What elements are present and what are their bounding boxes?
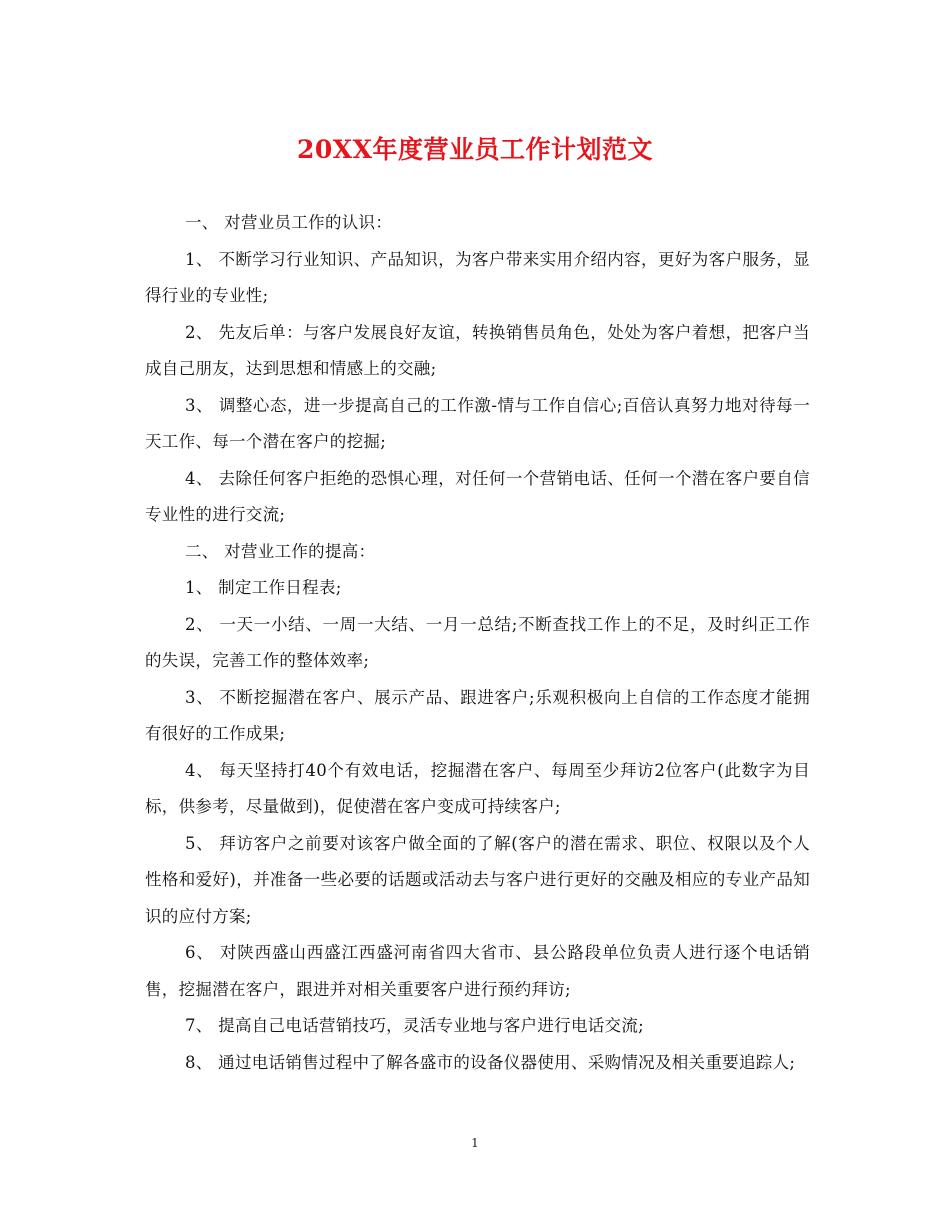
paragraph-item-2-6: 6、 对陕西盛山西盛江西盛河南省四大省市、县公路段单位负责人进行逐个电话销售，挖掘潜在客户，跟进并对相关重要客户进行预约拜访;: [145, 943, 810, 999]
paragraph-item-1-2: 2、 先友后单：与客户发展良好友谊，转换销售员角色，处处为客户着想，把客户当成自己朋友，达到思想和情感上的交融;: [145, 322, 810, 378]
paragraph-item-2-4: 4、 每天坚持打40个有效电话，挖掘潜在客户、每周至少拜访2位客户(此数字为目标，供参考，尽量做到)，促使潜在客户变成可持续客户;: [145, 760, 810, 816]
page-number: 1: [471, 1136, 479, 1150]
paragraph-item-2-3: 3、 不断挖掘潜在客户、展示产品、跟进客户;乐观积极向上自信的工作态度才能拥有很好的工作成果;: [145, 687, 810, 743]
document-body: [145, 205, 810, 1081]
section-heading-2: 二、 对营业工作的提高：: [185, 541, 376, 561]
document-title: 20XX年度营业员工作计划范文: [296, 135, 654, 164]
paragraph-item-2-2: 2、 一天一小结、一周一大结、一月一总结;不断查找工作上的不足，及时纠正工作的失误，完善工作的整体效率;: [145, 614, 810, 670]
section-heading-1: 一、 对营业员工作的认识：: [185, 213, 393, 232]
paragraph-item-1-3: 3、 调整心态，进一步提高自己的工作激-情与工作自信心;百倍认真努力地对待每一天工作、每一个潜在客户的挖掘;: [145, 395, 810, 451]
paragraph-item-2-1: 1、 制定工作日程表;: [185, 578, 342, 597]
paragraph-item-1-1: 1、 不断学习行业知识、产品知识，为客户带来实用介绍内容，更好为客户服务，显得行业的专业性;: [145, 249, 810, 305]
paragraph-item-1-4: 4、 去除任何客户拒绝的恐惧心理，对任何一个营销电话、任何一个潜在客户要自信专业性的进行交流;: [145, 468, 810, 524]
paragraph-item-2-7: 7、 提高自己电话营销技巧，灵活专业地与客户进行电话交流;: [185, 1016, 645, 1035]
paragraph-item-2-5: 5、 拜访客户之前要对该客户做全面的了解(客户的潜在需求、职位、权限以及个人性格和爱好)，并准备一些必要的话题或活动去与客户进行更好的交融及相应的专业产品知识的应付方案;: [145, 833, 810, 926]
paragraph-item-2-8: 8、 通过电话销售过程中了解各盛市的设备仪器使用、采购情况及相关重要追踪人;: [185, 1052, 796, 1072]
